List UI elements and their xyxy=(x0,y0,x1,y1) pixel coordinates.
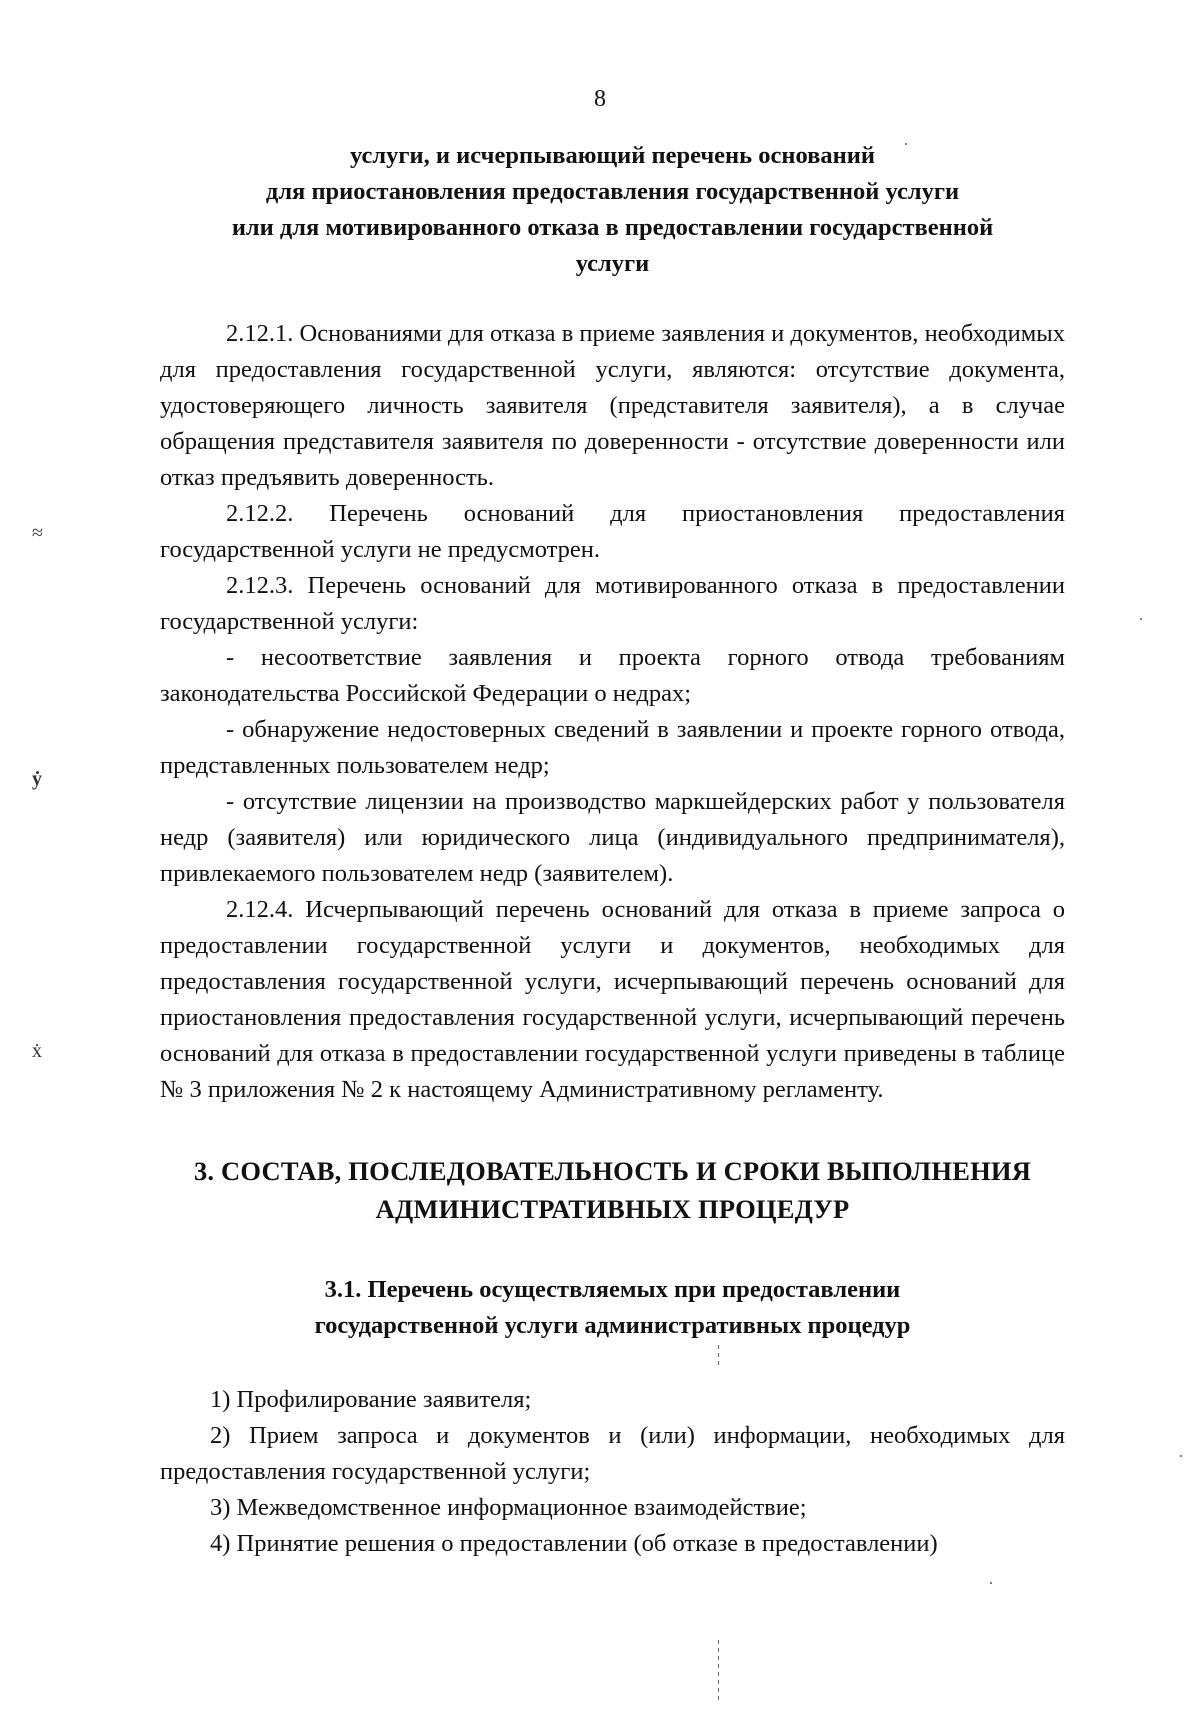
subsection-heading-line: государственной услуги административных процедур xyxy=(314,1312,911,1339)
scan-speck xyxy=(1140,618,1142,620)
scan-speck xyxy=(1180,1455,1182,1457)
list-item-refusal-ground: - обнаружение недостоверных сведений в заявлении и проекте горного отвода, представленных пользователем недр; xyxy=(160,716,1065,779)
section-heading-line: АДМИНИСТРАТИВНЫХ ПРОЦЕДУР xyxy=(375,1194,850,1224)
paragraph-2-12-2: 2.12.2. Перечень оснований для приостановления предоставления государственной услуги не предусмотрен. xyxy=(160,500,1065,563)
scan-artifact-line xyxy=(718,1640,719,1700)
heading-line: для приостановления предоставления государственной услуги xyxy=(265,178,960,205)
list-item: 1) Профилирование заявителя; xyxy=(210,1386,532,1413)
document-body xyxy=(160,138,1065,1562)
heading-line: услуги, и исчерпывающий перечень оснований xyxy=(350,142,875,169)
paragraph-2-12-4: 2.12.4. Исчерпывающий перечень оснований для отказа в приеме запроса о предоставлении государственной услуги и документов, необходимых для предоставления государственной услуги, исчерпывающий перечень оснований для приостановления предоставления государственной услуги, исчерпывающий перечень оснований для отказа в предоставлении государственной услуги приведены в таблице № 3 приложения № 2 к настоящему Административному регламенту. xyxy=(160,896,1065,1103)
paragraph-2-12-3: 2.12.3. Перечень оснований для мотивированного отказа в предоставлении государственной услуги: xyxy=(160,572,1065,635)
list-item: 2) Прием запроса и документов и (или) информации, необходимых для предоставления государственной услуги; xyxy=(160,1422,1065,1485)
procedures-list xyxy=(160,1382,1065,1562)
section-heading-line: 3. СОСТАВ, ПОСЛЕДОВАТЕЛЬНОСТЬ И СРОКИ ВЫПОЛНЕНИЯ xyxy=(193,1156,1032,1186)
section-heading xyxy=(160,1152,1065,1228)
subsection-heading-line: 3.1. Перечень осуществляемых при предоставлении xyxy=(324,1276,901,1303)
subsection-heading xyxy=(160,1272,1065,1344)
scan-speck xyxy=(990,1582,992,1584)
scan-artifact-mark: ẋ xyxy=(32,1040,42,1062)
heading-line: или для мотивированного отказа в предоставлении государственной xyxy=(231,214,994,241)
paragraph-2-12-1: 2.12.1. Основаниями для отказа в приеме заявления и документов, необходимых для предоставления государственной услуги, являются: отсутствие документа, удостоверяющего личность заявителя (представителя заявителя), а в случае обращения представителя заявителя по доверенности - отсутствие доверенности или отказ предъявить доверенность. xyxy=(160,320,1065,491)
list-item-refusal-ground: - отсутствие лицензии на производство маркшейдерских работ у пользователя недр (заявителя) или юридического лица (индивидуального предпринимателя), привлекаемого пользователем недр (заявителем). xyxy=(160,788,1065,887)
list-item-refusal-ground: - несоответствие заявления и проекта горного отвода требованиям законодательства Российской Федерации о недрах; xyxy=(160,644,1065,707)
scan-artifact-mark: ≈ xyxy=(32,522,43,544)
scan-artifact-mark: ẏ xyxy=(32,768,42,790)
heading-line: услуги xyxy=(575,250,650,277)
list-item: 3) Межведомственное информационное взаимодействие; xyxy=(210,1494,807,1521)
page-number: 8 xyxy=(594,86,606,112)
list-item: 4) Принятие решения о предоставлении (об отказе в предоставлении) xyxy=(210,1530,938,1557)
